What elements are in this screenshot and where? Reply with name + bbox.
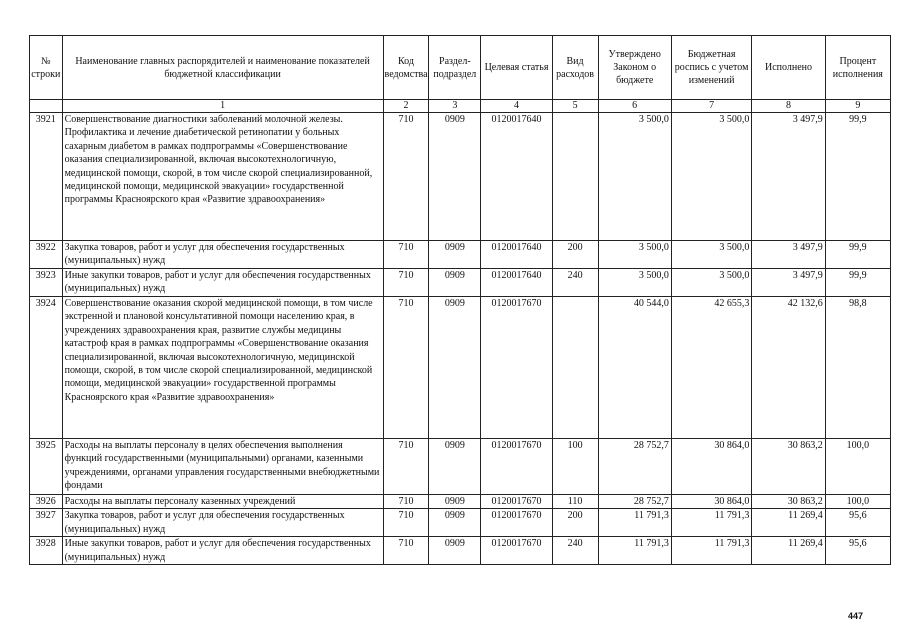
section-code: 0909 [429, 113, 481, 241]
target-item: 0120017640 [481, 241, 552, 269]
department-code: 710 [383, 297, 429, 439]
department-code: 710 [383, 241, 429, 269]
execution-percent: 100,0 [825, 439, 890, 495]
department-code: 710 [383, 439, 429, 495]
row-number: 3921 [30, 113, 63, 241]
row-number: 3926 [30, 495, 63, 509]
header-expense-type: Вид расходов [552, 36, 598, 100]
table-row [30, 297, 891, 439]
column-number: 7 [671, 100, 751, 113]
target-item: 0120017640 [481, 269, 552, 297]
column-number: 8 [752, 100, 825, 113]
row-name: Иные закупки товаров, работ и услуг для обеспечения государственных (муниципальных) нужд [62, 269, 383, 297]
expense-type: 200 [552, 509, 598, 537]
execution-percent: 99,9 [825, 269, 890, 297]
revised-amount: 30 864,0 [671, 495, 751, 509]
execution-percent: 100,0 [825, 495, 890, 509]
approved-amount: 28 752,7 [598, 495, 671, 509]
approved-amount: 3 500,0 [598, 241, 671, 269]
executed-amount: 11 269,4 [752, 537, 825, 565]
approved-amount: 11 791,3 [598, 509, 671, 537]
target-item: 0120017670 [481, 439, 552, 495]
target-item: 0120017670 [481, 537, 552, 565]
department-code: 710 [383, 509, 429, 537]
header-executed: Исполнено [752, 36, 825, 100]
row-number: 3922 [30, 241, 63, 269]
row-number: 3928 [30, 537, 63, 565]
header-approved: Утверждено Законом о бюджете [598, 36, 671, 100]
section-code: 0909 [429, 269, 481, 297]
revised-amount: 11 791,3 [671, 537, 751, 565]
row-number: 3925 [30, 439, 63, 495]
row-name: Совершенствование оказания скорой медицинской помощи, в том числе экстренной и плановой консультативной помощи населению края, в учреждениях здравоохранения края, развитие службы медицины катастроф края в рамках подпрограммы «Совершенствование оказания специализированной, включая высокотехнологичную, медицинской помощи, скорой, в том числе скорой специализированной, медицинской помощи, медицинской эвакуации» государственной программы Красноярского края «Развитие здравоохранения» [62, 297, 383, 439]
revised-amount: 30 864,0 [671, 439, 751, 495]
approved-amount: 28 752,7 [598, 439, 671, 495]
revised-amount: 11 791,3 [671, 509, 751, 537]
column-number: 3 [429, 100, 481, 113]
section-code: 0909 [429, 537, 481, 565]
row-number: 3927 [30, 509, 63, 537]
executed-amount: 30 863,2 [752, 439, 825, 495]
table-row [30, 495, 891, 509]
header-section: Раздел-подраздел [429, 36, 481, 100]
section-code: 0909 [429, 297, 481, 439]
target-item: 0120017640 [481, 113, 552, 241]
header-department-code: Код ведомства [383, 36, 429, 100]
row-name: Иные закупки товаров, работ и услуг для обеспечения государственных (муниципальных) нужд [62, 537, 383, 565]
revised-amount: 3 500,0 [671, 241, 751, 269]
row-name: Закупка товаров, работ и услуг для обеспечения государственных (муниципальных) нужд [62, 509, 383, 537]
approved-amount: 11 791,3 [598, 537, 671, 565]
table-row [30, 509, 891, 537]
column-number [30, 100, 63, 113]
section-code: 0909 [429, 495, 481, 509]
column-number: 5 [552, 100, 598, 113]
column-number: 1 [62, 100, 383, 113]
budget-execution-table [29, 35, 891, 565]
expense-type: 240 [552, 269, 598, 297]
revised-amount: 3 500,0 [671, 113, 751, 241]
expense-type: 110 [552, 495, 598, 509]
column-number: 6 [598, 100, 671, 113]
section-code: 0909 [429, 509, 481, 537]
table-row [30, 113, 891, 241]
executed-amount: 11 269,4 [752, 509, 825, 537]
row-number: 3923 [30, 269, 63, 297]
department-code: 710 [383, 269, 429, 297]
row-number: 3924 [30, 297, 63, 439]
header-row-number: № строки [30, 36, 63, 100]
header-target-item: Целевая статья [481, 36, 552, 100]
department-code: 710 [383, 113, 429, 241]
table-row [30, 241, 891, 269]
approved-amount: 40 544,0 [598, 297, 671, 439]
header-row [30, 36, 891, 100]
target-item: 0120017670 [481, 495, 552, 509]
revised-amount: 42 655,3 [671, 297, 751, 439]
target-item: 0120017670 [481, 297, 552, 439]
header-revised: Бюджетная роспись с учетом изменений [671, 36, 751, 100]
executed-amount: 3 497,9 [752, 113, 825, 241]
expense-type [552, 297, 598, 439]
execution-percent: 99,9 [825, 241, 890, 269]
section-code: 0909 [429, 439, 481, 495]
row-name: Расходы на выплаты персоналу казенных учреждений [62, 495, 383, 509]
header-percent: Процент исполнения [825, 36, 890, 100]
expense-type: 100 [552, 439, 598, 495]
expense-type [552, 113, 598, 241]
table-row [30, 269, 891, 297]
executed-amount: 42 132,6 [752, 297, 825, 439]
header-name: Наименование главных распорядителей и наименование показателей бюджетной классификации [62, 36, 383, 100]
executed-amount: 3 497,9 [752, 269, 825, 297]
row-name: Совершенствование диагностики заболеваний молочной железы. Профилактика и лечение диабетической ретинопатии у больных сахарным диабетом в рамках подпрограммы «Совершенствование оказания специализированной, включая высокотехнологичную, медицинской помощи, скорой, в том числе скорой специализированной, медицинской помощи, медицинской эвакуации» государственной программы Красноярского края «Развитие здравоохранения» [62, 113, 383, 241]
row-name: Расходы на выплаты персоналу в целях обеспечения выполнения функций государственными (муниципальными) органами, казенными учреждениями, органами управления государственными внебюджетными фондами [62, 439, 383, 495]
revised-amount: 3 500,0 [671, 269, 751, 297]
executed-amount: 30 863,2 [752, 495, 825, 509]
column-number: 2 [383, 100, 429, 113]
target-item: 0120017670 [481, 509, 552, 537]
table-row [30, 439, 891, 495]
department-code: 710 [383, 495, 429, 509]
executed-amount: 3 497,9 [752, 241, 825, 269]
execution-percent: 99,9 [825, 113, 890, 241]
approved-amount: 3 500,0 [598, 113, 671, 241]
approved-amount: 3 500,0 [598, 269, 671, 297]
table-row [30, 537, 891, 565]
section-code: 0909 [429, 241, 481, 269]
column-number: 4 [481, 100, 552, 113]
row-name: Закупка товаров, работ и услуг для обеспечения государственных (муниципальных) нужд [62, 241, 383, 269]
execution-percent: 98,8 [825, 297, 890, 439]
expense-type: 200 [552, 241, 598, 269]
expense-type: 240 [552, 537, 598, 565]
column-number-row [30, 100, 891, 113]
department-code: 710 [383, 537, 429, 565]
execution-percent: 95,6 [825, 537, 890, 565]
column-number: 9 [825, 100, 890, 113]
execution-percent: 95,6 [825, 509, 890, 537]
page-number: 447 [848, 611, 864, 621]
